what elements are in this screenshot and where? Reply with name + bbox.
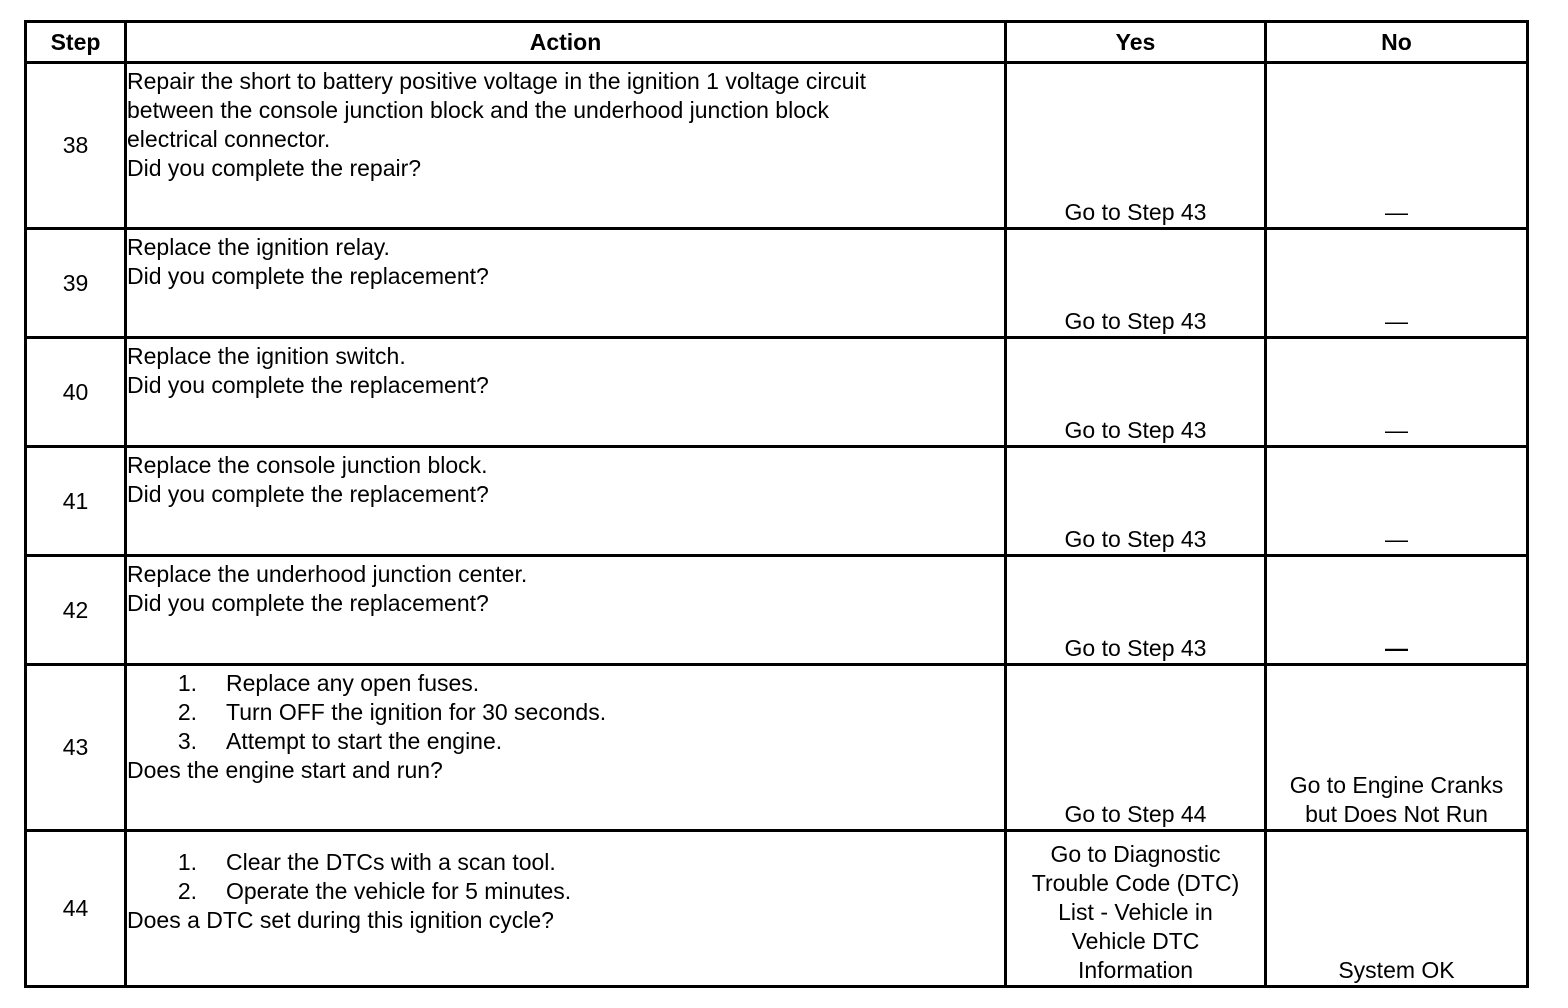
action-text: electrical connector. <box>127 126 331 152</box>
yes-link[interactable]: Go to Step 43 <box>1064 526 1207 552</box>
step-number: 38 <box>26 63 126 229</box>
list-item <box>127 727 1004 756</box>
action-question: Does a DTC set during this ignition cycle? <box>127 907 554 933</box>
no-link-line: but Does Not Run <box>1305 801 1488 827</box>
list-item <box>127 698 1004 727</box>
no-value: — <box>1385 308 1408 334</box>
step-number: 40 <box>26 338 126 447</box>
no-link-line: Go to Engine Cranks <box>1289 772 1504 798</box>
step-number: 43 <box>26 665 126 831</box>
no-value: — <box>1385 199 1408 225</box>
action-cell <box>126 447 1006 556</box>
table-row <box>26 447 1528 556</box>
yes-link-line: Vehicle DTC <box>1071 928 1200 954</box>
table-row <box>26 556 1528 665</box>
no-cell <box>1266 665 1528 831</box>
action-text: Replace the console junction block. <box>127 452 488 478</box>
table-row <box>26 665 1528 831</box>
action-text: Replace the ignition switch. <box>127 343 406 369</box>
yes-link-line: List - Vehicle in <box>1058 899 1213 925</box>
no-cell <box>1266 447 1528 556</box>
list-number: 1. <box>177 670 197 696</box>
action-text: Repair the short to battery positive voltage in the ignition 1 voltage circuit <box>127 68 866 94</box>
no-value: System OK <box>1338 957 1455 983</box>
yes-cell <box>1006 338 1266 447</box>
header-action: Action <box>126 22 1006 63</box>
no-cell <box>1266 338 1528 447</box>
header-yes: Yes <box>1006 22 1266 63</box>
list-number: 1. <box>177 849 197 875</box>
table-row <box>26 229 1528 338</box>
numbered-list <box>127 666 1004 756</box>
action-text: Replace the underhood junction center. <box>127 561 528 587</box>
action-cell <box>126 831 1006 987</box>
numbered-list <box>127 832 1004 906</box>
list-text: Operate the vehicle for 5 minutes. <box>226 878 572 904</box>
diagnostic-table <box>24 20 1529 988</box>
list-item <box>127 669 1004 698</box>
action-question: Did you complete the replacement? <box>127 590 489 616</box>
action-question: Does the engine start and run? <box>127 757 443 783</box>
header-step: Step <box>26 22 126 63</box>
table-row <box>26 338 1528 447</box>
yes-link[interactable] <box>1007 840 1264 985</box>
list-number: 2. <box>177 878 197 904</box>
step-number: 42 <box>26 556 126 665</box>
table-row <box>26 831 1528 987</box>
list-text: Turn OFF the ignition for 30 seconds. <box>226 699 607 725</box>
yes-cell <box>1006 556 1266 665</box>
no-cell <box>1266 63 1528 229</box>
list-text: Clear the DTCs with a scan tool. <box>226 849 556 875</box>
yes-link[interactable]: Go to Step 44 <box>1064 801 1207 827</box>
no-link[interactable] <box>1267 771 1526 829</box>
action-cell <box>126 338 1006 447</box>
header-no: No <box>1266 22 1528 63</box>
no-cell <box>1266 556 1528 665</box>
action-question: Did you complete the replacement? <box>127 263 489 289</box>
action-question: Did you complete the replacement? <box>127 372 489 398</box>
yes-link[interactable]: Go to Step 43 <box>1064 308 1207 334</box>
yes-cell <box>1006 831 1266 987</box>
list-number: 3. <box>177 728 197 754</box>
yes-link[interactable]: Go to Step 43 <box>1064 199 1207 225</box>
list-item <box>127 848 1004 877</box>
no-value: — <box>1385 526 1408 552</box>
action-cell <box>126 63 1006 229</box>
action-question: Did you complete the replacement? <box>127 481 489 507</box>
no-cell <box>1266 229 1528 338</box>
list-text: Attempt to start the engine. <box>226 728 503 754</box>
table-row <box>26 63 1528 229</box>
step-number: 39 <box>26 229 126 338</box>
action-cell <box>126 229 1006 338</box>
action-cell <box>126 665 1006 831</box>
yes-cell <box>1006 447 1266 556</box>
step-number: 41 <box>26 447 126 556</box>
no-value: — <box>1385 635 1408 661</box>
yes-link-line: Information <box>1077 957 1194 983</box>
no-value: — <box>1385 417 1408 443</box>
action-text: between the console junction block and the underhood junction block <box>127 97 829 123</box>
header-row <box>26 22 1528 63</box>
no-cell <box>1266 831 1528 987</box>
yes-cell <box>1006 63 1266 229</box>
yes-link[interactable]: Go to Step 43 <box>1064 635 1207 661</box>
yes-link-line: Trouble Code (DTC) <box>1031 870 1240 896</box>
list-text: Replace any open fuses. <box>226 670 480 696</box>
action-question: Did you complete the repair? <box>127 155 422 181</box>
yes-cell <box>1006 229 1266 338</box>
action-cell <box>126 556 1006 665</box>
yes-cell <box>1006 665 1266 831</box>
step-number: 44 <box>26 831 126 987</box>
yes-link-line: Go to Diagnostic <box>1050 841 1221 867</box>
list-item <box>127 877 1004 906</box>
yes-link[interactable]: Go to Step 43 <box>1064 417 1207 443</box>
action-text: Replace the ignition relay. <box>127 234 390 260</box>
list-number: 2. <box>177 699 197 725</box>
